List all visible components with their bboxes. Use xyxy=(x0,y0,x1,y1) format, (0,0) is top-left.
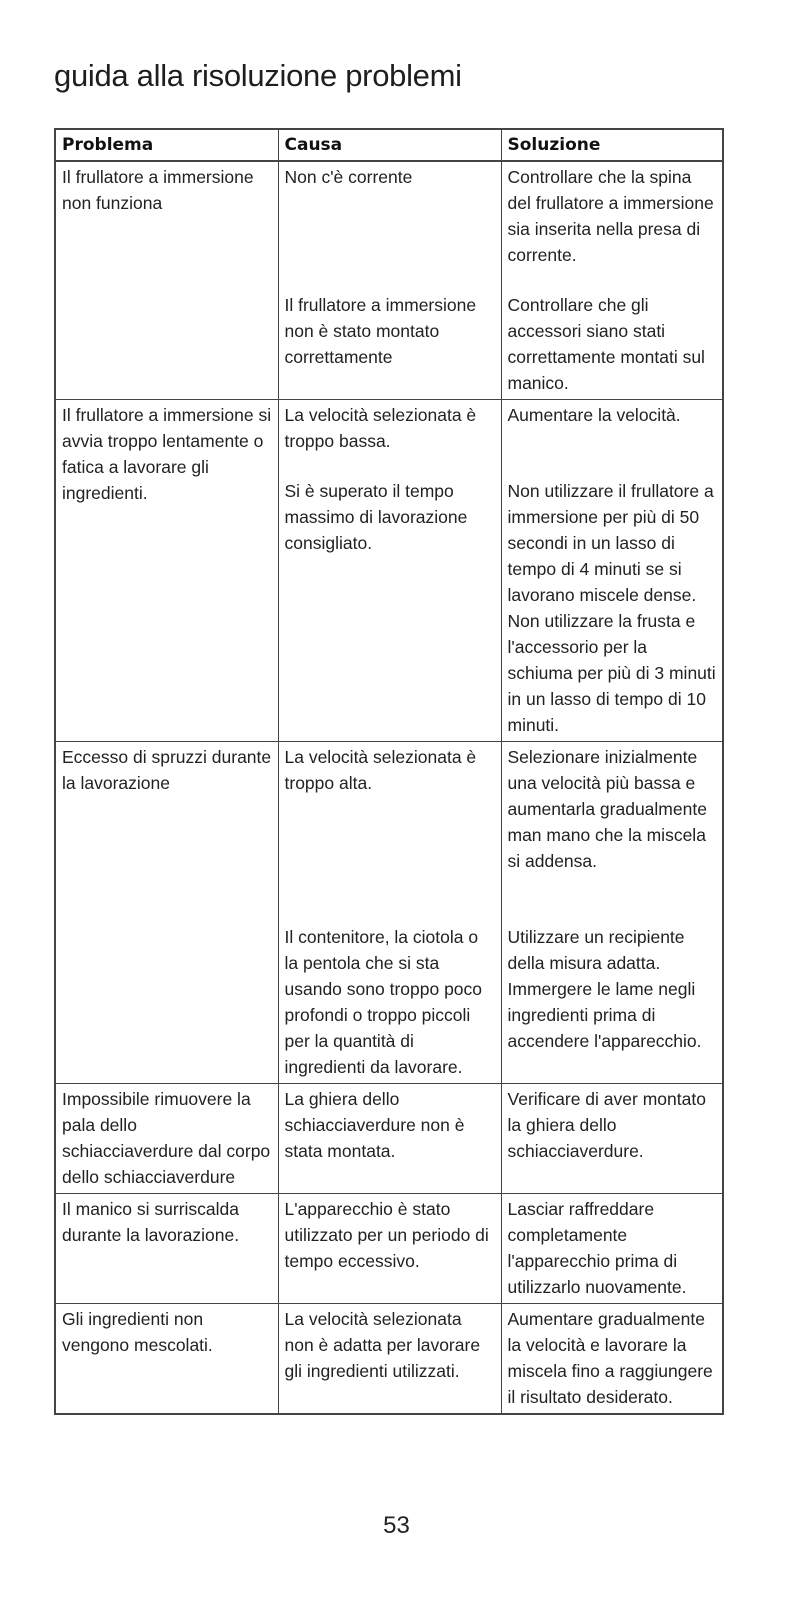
table-row xyxy=(56,400,722,742)
solution-text: Utilizzare un recipiente della misura adatta. Immergere le lame negli ingredienti prima di accendere l'apparecchio. xyxy=(507,927,702,1051)
table-row xyxy=(56,161,722,400)
solution-cell xyxy=(501,400,722,742)
table-row xyxy=(56,1304,722,1414)
cause-cell xyxy=(278,1084,501,1194)
solution-cell xyxy=(501,1194,722,1304)
problem-cell xyxy=(56,161,278,400)
cause-text: Non c'è corrente xyxy=(284,167,413,187)
solution-cell xyxy=(501,742,722,1084)
problem-text: Il manico si surriscalda durante la lavorazione. xyxy=(62,1199,240,1245)
solution-cell xyxy=(501,1084,722,1194)
troubleshooting-table xyxy=(54,128,724,1415)
solution-text: Aumentare gradualmente la velocità e lavorare la miscela fino a raggiungere il risultato desiderato. xyxy=(507,1309,713,1407)
problem-text: Impossibile rimuovere la pala dello schiacciaverdure dal corpo dello schiacciaverdure xyxy=(62,1089,271,1187)
problem-cell xyxy=(56,1084,278,1194)
cause-cell xyxy=(278,400,501,742)
page-title: guida alla risoluzione problemi xyxy=(54,58,462,93)
cause-cell xyxy=(278,1304,501,1414)
cause-cell xyxy=(278,742,501,1084)
problem-text: Il frullatore a immersione si avvia troppo lentamente o fatica a lavorare gli ingredienti. xyxy=(62,405,272,503)
table-header-row xyxy=(56,130,722,161)
header-causa: Causa xyxy=(278,130,501,161)
problem-cell xyxy=(56,742,278,1084)
problem-cell xyxy=(56,1304,278,1414)
cause-cell xyxy=(278,1194,501,1304)
page-number: 53 xyxy=(383,1512,410,1539)
solution-text: Aumentare la velocità. xyxy=(507,405,681,425)
solution-text: Lasciar raffreddare completamente l'apparecchio prima di utilizzarlo nuovamente. xyxy=(507,1199,687,1297)
problem-cell xyxy=(56,400,278,742)
table-row xyxy=(56,1084,722,1194)
problem-text: Eccesso di spruzzi durante la lavorazione xyxy=(62,747,272,793)
cause-text: Il contenitore, la ciotola o la pentola che si sta usando sono troppo poco profondi o troppo piccoli per la quantità di ingredienti da lavorare. xyxy=(284,927,483,1077)
table-row xyxy=(56,1194,722,1304)
solution-text: Controllare che la spina del frullatore a immersione sia inserita nella presa di corrente. xyxy=(507,167,714,265)
cause-text: Si è superato il tempo massimo di lavorazione consigliato. xyxy=(284,481,468,553)
solution-text: Verificare di aver montato la ghiera dello schiacciaverdure. xyxy=(507,1089,706,1161)
cause-text: L'apparecchio è stato utilizzato per un periodo di tempo eccessivo. xyxy=(284,1199,489,1271)
cause-text: La ghiera dello schiacciaverdure non è stata montata. xyxy=(284,1089,465,1161)
cause-text: La velocità selezionata è troppo bassa. xyxy=(284,405,477,451)
solution-cell xyxy=(501,1304,722,1414)
solution-text: Non utilizzare il frullatore a immersione per più di 50 secondi in un lasso di tempo di 4 minuti se si lavorano miscele dense. Non utilizzare la frusta e l'accessorio per la schiuma per più di 3 minuti in un lasso di tempo di 10 minuti. xyxy=(507,481,716,735)
cause-text: La velocità selezionata non è adatta per lavorare gli ingredienti utilizzati. xyxy=(284,1309,481,1381)
problem-text: Il frullatore a immersione non funziona xyxy=(62,167,254,213)
solution-text: Controllare che gli accessori siano stati correttamente montati sul manico. xyxy=(507,295,705,393)
header-problema: Problema xyxy=(56,130,278,161)
solution-cell xyxy=(501,161,722,400)
cause-text: La velocità selezionata è troppo alta. xyxy=(284,747,477,793)
problem-cell xyxy=(56,1194,278,1304)
problem-text: Gli ingredienti non vengono mescolati. xyxy=(62,1309,213,1355)
header-soluzione: Soluzione xyxy=(501,130,722,161)
cause-text: Il frullatore a immersione non è stato montato correttamente xyxy=(284,295,477,367)
cause-cell xyxy=(278,161,501,400)
table-row xyxy=(56,742,722,1084)
solution-text: Selezionare inizialmente una velocità più bassa e aumentarla gradualmente man mano che la miscela si addensa. xyxy=(507,747,707,871)
